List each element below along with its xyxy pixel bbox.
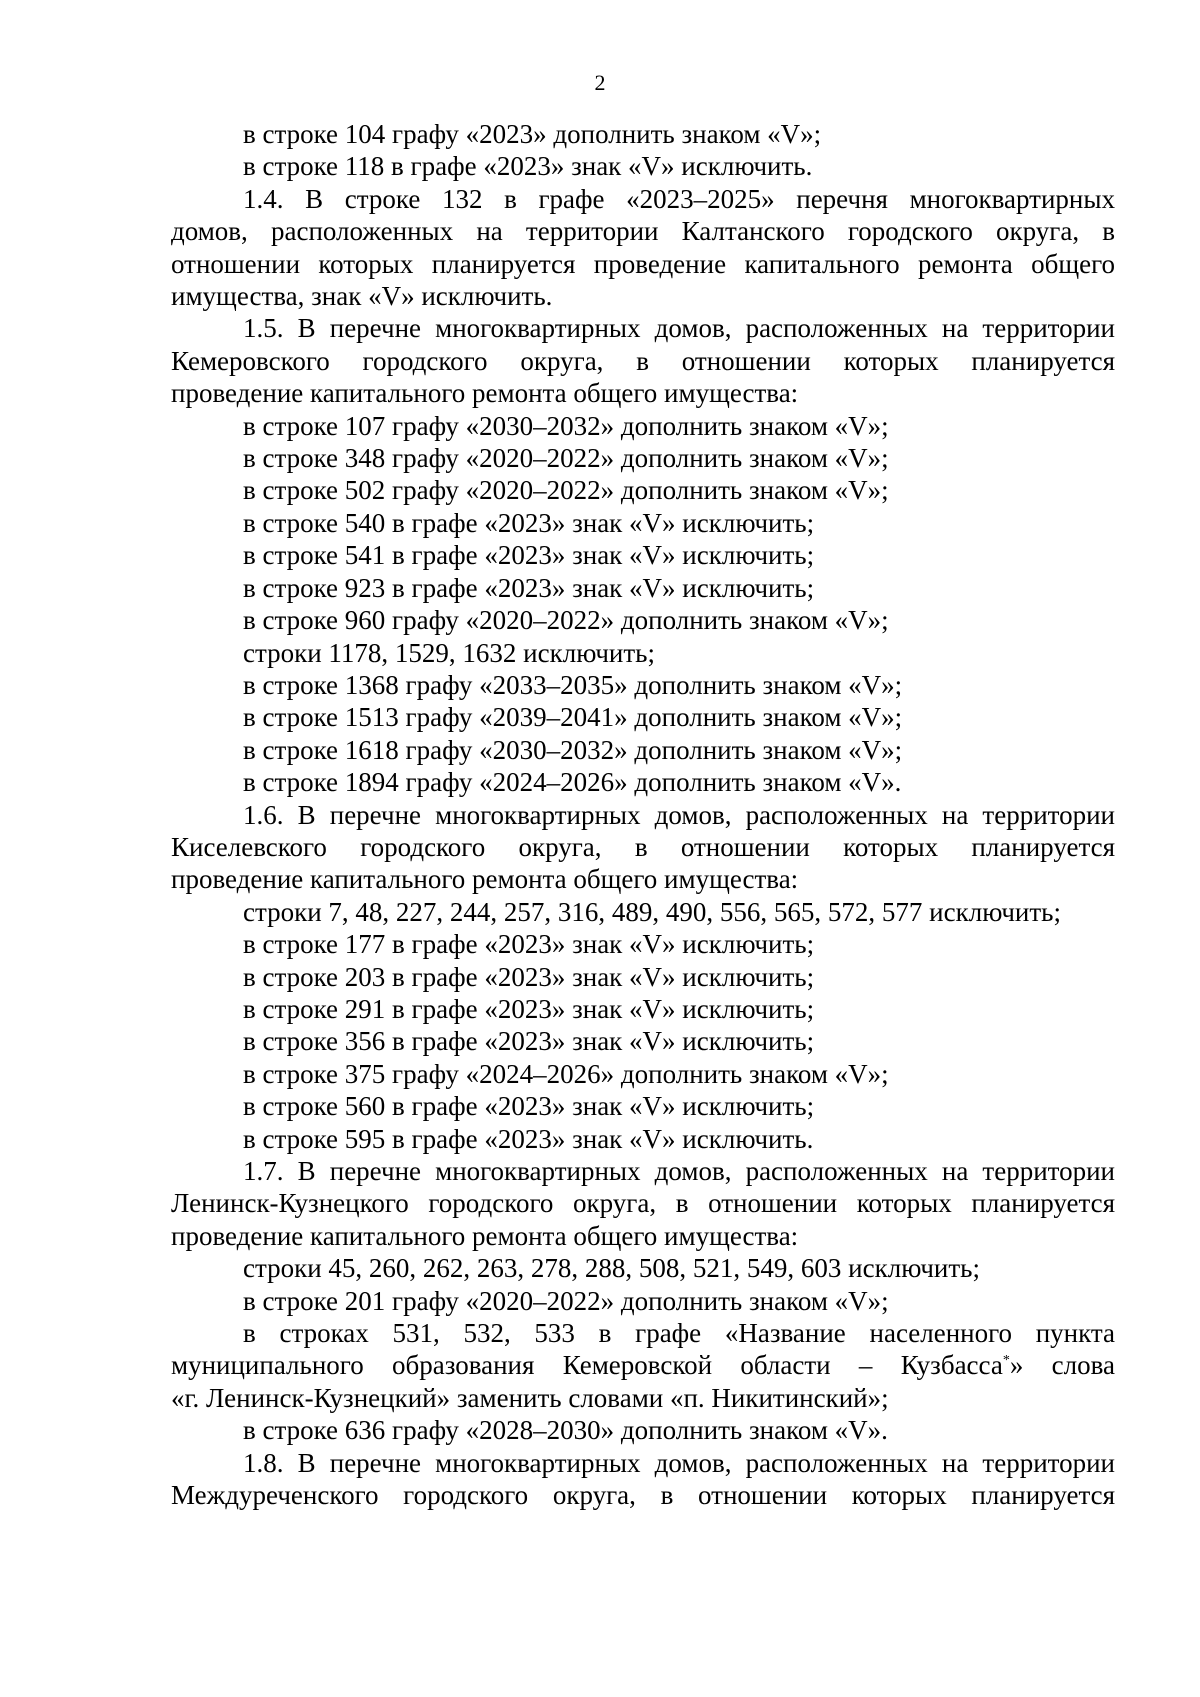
text-line: в строке 1513 графу «2039–2041» дополнить знаком «V»; bbox=[243, 702, 903, 733]
text-line: в строке 118 в графе «2023» знак «V» исключить. bbox=[243, 151, 813, 182]
text-line: в строке 960 графу «2020–2022» дополнить знаком «V»; bbox=[243, 605, 889, 636]
text-line: в строке 107 графу «2030–2032» дополнить знаком «V»; bbox=[243, 410, 889, 441]
text-line: домов, расположенных на территории Калтанского городского округа, в bbox=[171, 216, 1115, 247]
text-line: в строках 531, 532, 533 в графе «Название населенного пункта bbox=[243, 1318, 1115, 1349]
text-line: имущества, знак «V» исключить. bbox=[171, 281, 553, 312]
paragraph-1-6-first-line: 1.6. В перечне многоквартирных домов, расположенных на территории bbox=[243, 799, 1115, 830]
text-line: в строке 203 в графе «2023» знак «V» исключить; bbox=[243, 961, 815, 992]
text-line: строки 1178, 1529, 1632 исключить; bbox=[243, 637, 655, 668]
text-line: в строке 356 в графе «2023» знак «V» исключить; bbox=[243, 1026, 815, 1057]
text-line: строки 45, 260, 262, 263, 278, 288, 508, 521, 549, 603 исключить; bbox=[243, 1253, 980, 1284]
text-line: в строке 541 в графе «2023» знак «V» исключить; bbox=[243, 540, 815, 571]
text-line: проведение капитального ремонта общего имущества: bbox=[171, 378, 799, 409]
document-body bbox=[171, 118, 1115, 1511]
text-line: в строке 375 графу «2024–2026» дополнить знаком «V»; bbox=[243, 1058, 889, 1089]
page-number: 2 bbox=[594, 70, 606, 95]
text-line: в строке 502 графу «2020–2022» дополнить знаком «V»; bbox=[243, 475, 889, 506]
text-line: в строке 201 графу «2020–2022» дополнить знаком «V»; bbox=[243, 1285, 889, 1316]
text-line: в строке 177 в графе «2023» знак «V» исключить; bbox=[243, 929, 815, 960]
text-line: отношении которых планируется проведение капитального ремонта общего bbox=[171, 248, 1115, 279]
text-line-with-footnote bbox=[171, 1349, 1115, 1381]
paragraph-1-5-first-line: 1.5. В перечне многоквартирных домов, расположенных на территории bbox=[243, 313, 1115, 344]
text-line: Кемеровского городского округа, в отношении которых планируется bbox=[171, 345, 1115, 376]
text-line: проведение капитального ремонта общего имущества: bbox=[171, 1220, 799, 1251]
text-line: строки 7, 48, 227, 244, 257, 316, 489, 490, 556, 565, 572, 577 исключить; bbox=[243, 896, 1061, 927]
text-fragment: муниципального образования Кемеровской области – Кузбасса bbox=[171, 1350, 1003, 1381]
text-line: в строке 540 в графе «2023» знак «V» исключить; bbox=[243, 507, 815, 538]
text-line: в строке 923 в графе «2023» знак «V» исключить; bbox=[243, 572, 815, 603]
text-line: проведение капитального ремонта общего имущества: bbox=[171, 864, 799, 895]
paragraph-1-8-first-line: 1.8. В перечне многоквартирных домов, расположенных на территории bbox=[243, 1447, 1115, 1478]
paragraph-1-4-first-line: 1.4. В строке 132 в графе «2023–2025» перечня многоквартирных bbox=[243, 183, 1115, 214]
text-line: в строке 348 графу «2020–2022» дополнить знаком «V»; bbox=[243, 443, 889, 474]
footnote-marker: * bbox=[1002, 1353, 1010, 1369]
text-line: в строке 1368 графу «2033–2035» дополнить знаком «V»; bbox=[243, 669, 903, 700]
paragraph-1-7-first-line: 1.7. В перечне многоквартирных домов, расположенных на территории bbox=[243, 1156, 1115, 1186]
text-line: Киселевского городского округа, в отношении которых планируется bbox=[171, 831, 1115, 862]
text-line: Междуреченского городского округа, в отношении которых планируется bbox=[171, 1480, 1115, 1511]
text-line: Ленинск-Кузнецкого городского округа, в отношении которых планируется bbox=[171, 1188, 1115, 1219]
text-line: в строке 560 в графе «2023» знак «V» исключить; bbox=[243, 1091, 815, 1122]
text-fragment: » слова bbox=[1009, 1350, 1115, 1381]
text-line: в строке 636 графу «2028–2030» дополнить знаком «V». bbox=[243, 1415, 888, 1446]
text-line: в строке 1618 графу «2030–2032» дополнить знаком «V»; bbox=[243, 734, 903, 765]
text-line: в строке 1894 графу «2024–2026» дополнить знаком «V». bbox=[243, 767, 902, 798]
text-line: «г. Ленинск-Кузнецкий» заменить словами «п. Никитинский»; bbox=[171, 1382, 889, 1413]
text-line: в строке 104 графу «2023» дополнить знаком «V»; bbox=[243, 119, 822, 149]
text-line: в строке 595 в графе «2023» знак «V» исключить. bbox=[243, 1123, 814, 1154]
text-line: в строке 291 в графе «2023» знак «V» исключить; bbox=[243, 993, 815, 1024]
